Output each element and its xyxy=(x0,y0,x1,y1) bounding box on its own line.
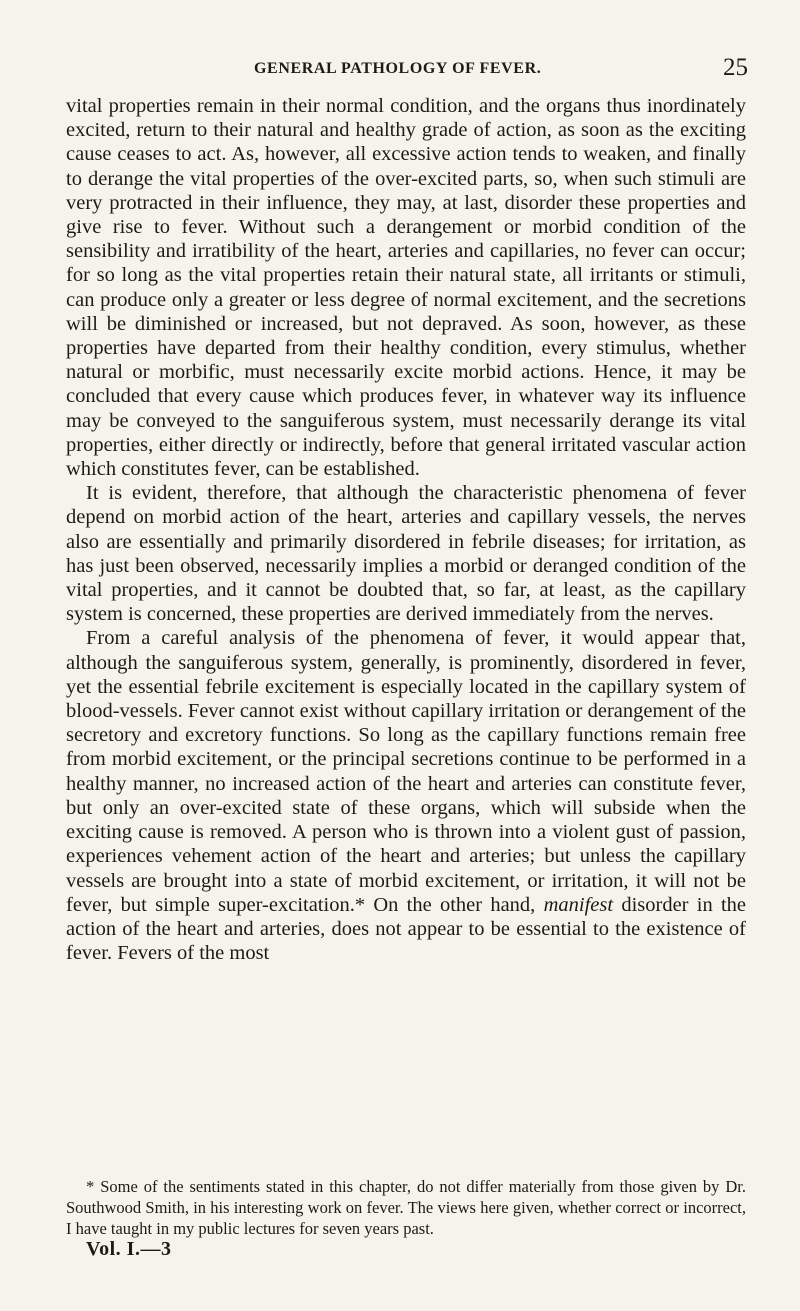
paragraph: It is evident, therefore, that although the characteristic phenomena of fever depend on morbid action of the heart, arteries and capillary vessels, the nerves also are essentially and primarily disordered in febrile diseases; for irritation, as has just been observed, necessarily implies a morbid or deranged condition of the vital properties, and it cannot be doubted that, so far, at least, as the capillary system is concerned, these properties are derived immediately from the nerves. xyxy=(66,482,746,626)
paragraph xyxy=(66,626,746,965)
italic-word: manifest xyxy=(543,893,614,916)
paragraph: vital properties remain in their normal condition, and the organs thus inordinately excited, return to their natural and healthy grade of action, as soon as the exciting cause ceases to act. As, however, all excessive action tends to weaken, and finally to derange the vital properties of the over-excited parts, so, when such stimuli are very protracted in their influence, they may, at last, disorder these properties and give rise to fever. Without such a derangement or morbid condition of the sensibility and irratibility of the heart, arteries and capillaries, no fever can occur; for so long as the vital properties retain their natural state, all irritants or stimuli, can produce only a greater or less degree of normal excitement, and the secretions will be diminished or increased, but not depraved. As soon, however, as these properties have departed from their healthy condition, every stimulus, whether natural or morbific, must necessarily excite morbid actions. Hence, it may be concluded that every cause which produces fever, in whatever way its influence may be conveyed to the sanguiferous system, must necessarily derange its vital properties, either directly or indirectly, before that general irritated vascular action which constitutes fever, can be established. xyxy=(66,95,746,481)
running-title: GENERAL PATHOLOGY OF FEVER. xyxy=(254,60,542,77)
signature-dash: — xyxy=(140,1238,161,1260)
body-text xyxy=(66,94,746,965)
signature-mark xyxy=(86,1238,171,1261)
volume-label: Vol. I. xyxy=(86,1238,141,1260)
footnote xyxy=(66,1176,746,1239)
signature-number: 3 xyxy=(160,1238,172,1260)
paragraph-text: disorder in the action of the heart and arteries, does not appear to be essential to the existence of fever. Fevers of the most xyxy=(66,893,747,965)
page-number: 25 xyxy=(723,54,748,81)
footnote-text: * Some of the sentiments stated in this chapter, do not differ materially from those given by Dr. Southwood Smith, in his interesting work on fever. The views here given, whether correct or incorrect, I have taught in my public lectures for seven years past. xyxy=(66,1177,746,1238)
paragraph-text: From a careful analysis of the phenomena of fever, it would appear that, although the sanguiferous system, generally, is prominently, disordered in fever, yet the essential febrile excitement is especially located in the capillary system of blood-vessels. Fever cannot exist without capillary irritation or derangement of the secretory and excretory functions. So long as the capillary functions remain free from morbid excitement, or the principal secretions continue to be performed in a healthy manner, no increased action of the heart and arteries can constitute fever, but only an over-excited state of these organs, which will subside when the exciting cause is removed. A person who is thrown into a violent gust of passion, experiences vehement action of the heart and arteries; but unless the capillary vessels are brought into a state of morbid excitement, or irritation, it will not be fever, but simple super-excitation.* On the other hand, xyxy=(66,627,746,916)
running-head xyxy=(64,54,748,82)
